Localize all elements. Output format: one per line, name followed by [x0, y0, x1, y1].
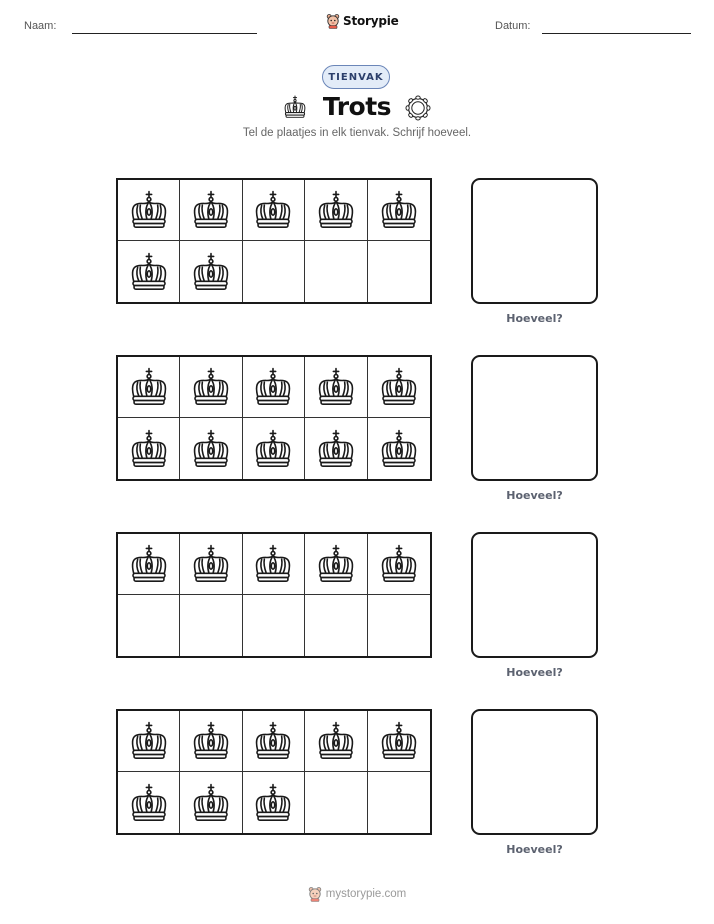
ten-frame-cell — [305, 534, 367, 595]
ten-frame-cell — [243, 357, 305, 418]
name-label: Naam: — [24, 20, 57, 32]
crown-icon — [129, 721, 169, 761]
crown-icon — [253, 367, 293, 407]
worksheet-type-badge: TIENVAK — [322, 65, 390, 89]
crown-icon — [129, 252, 169, 292]
crown-icon — [253, 429, 293, 469]
crown-icon — [191, 783, 231, 823]
ten-frame-cell — [305, 772, 367, 833]
ten-frame-cell — [243, 772, 305, 833]
ten-frame-cell — [118, 418, 180, 479]
answer-box[interactable] — [471, 178, 598, 304]
ten-frame-cell — [118, 711, 180, 772]
crown-icon — [379, 367, 419, 407]
crown-icon — [253, 190, 293, 230]
wreath-icon — [404, 94, 432, 122]
answer-box[interactable] — [471, 355, 598, 481]
crown-icon — [191, 190, 231, 230]
ten-frame-cell — [118, 772, 180, 833]
crown-icon — [379, 190, 419, 230]
ten-frame-cell — [243, 595, 305, 656]
answer-label: Hoeveel? — [506, 312, 563, 325]
answer-label: Hoeveel? — [506, 666, 563, 679]
storypie-logo-icon — [308, 886, 322, 902]
ten-frame-cell — [180, 711, 242, 772]
ten-frame-cell — [368, 595, 430, 656]
ten-frame-cell — [118, 241, 180, 302]
crown-icon — [191, 721, 231, 761]
crown-icon — [253, 721, 293, 761]
ten-frame-cell — [368, 241, 430, 302]
footer-url: mystorypie.com — [325, 888, 407, 900]
date-label: Datum: — [495, 20, 531, 32]
crown-icon — [316, 721, 356, 761]
ten-frame — [116, 355, 432, 481]
ten-frame-cell — [118, 357, 180, 418]
crown-icon — [191, 544, 231, 584]
crown-icon — [379, 544, 419, 584]
crown-icon — [191, 367, 231, 407]
crown-icon — [129, 429, 169, 469]
crown-icon — [379, 721, 419, 761]
ten-frame-cell — [180, 241, 242, 302]
answer-label: Hoeveel? — [506, 489, 563, 502]
ten-frame-cell — [305, 241, 367, 302]
ten-frame-cell — [180, 357, 242, 418]
page-title: Trots — [322, 92, 392, 121]
crown-icon — [129, 367, 169, 407]
crown-icon — [253, 783, 293, 823]
footer — [0, 886, 714, 902]
ten-frame — [116, 532, 432, 658]
crown-icon — [316, 190, 356, 230]
crown-icon — [129, 783, 169, 823]
crown-icon — [379, 429, 419, 469]
ten-frame-cell — [180, 534, 242, 595]
crown-icon — [316, 367, 356, 407]
ten-frame-cell — [180, 418, 242, 479]
ten-frame-cell — [305, 711, 367, 772]
ten-frame-cell — [118, 595, 180, 656]
ten-frame-cell — [368, 418, 430, 479]
name-field[interactable] — [72, 33, 257, 34]
ten-frame-cell — [368, 534, 430, 595]
ten-frame-cell — [368, 772, 430, 833]
ten-frame-cell — [368, 711, 430, 772]
ten-frame-cell — [180, 595, 242, 656]
ten-frame — [116, 709, 432, 835]
brand-name: Storypie — [343, 14, 399, 28]
answer-box[interactable] — [471, 532, 598, 658]
answer-box[interactable] — [471, 709, 598, 835]
ten-frame-cell — [180, 772, 242, 833]
ten-frame-cell — [305, 595, 367, 656]
ten-frame-cell — [368, 180, 430, 241]
ten-frame-cell — [243, 180, 305, 241]
instructions: Tel de plaatjes in elk tienvak. Schrijf hoeveel. — [242, 127, 472, 139]
answer-label: Hoeveel? — [506, 843, 563, 856]
ten-frame-cell — [243, 418, 305, 479]
ten-frame-cell — [305, 357, 367, 418]
crown-icon — [129, 190, 169, 230]
ten-frame-cell — [305, 418, 367, 479]
ten-frame-cell — [243, 711, 305, 772]
ten-frame-cell — [118, 180, 180, 241]
crown-icon — [191, 429, 231, 469]
crown-icon — [316, 544, 356, 584]
crown-icon — [191, 252, 231, 292]
ten-frame-cell — [368, 357, 430, 418]
date-field[interactable] — [542, 33, 691, 34]
crown-icon — [316, 429, 356, 469]
ten-frame — [116, 178, 432, 304]
storypie-logo-icon — [326, 13, 340, 29]
ten-frame-cell — [243, 241, 305, 302]
brand — [326, 13, 399, 29]
ten-frame-cell — [305, 180, 367, 241]
crown-icon — [253, 544, 293, 584]
crown-icon — [129, 544, 169, 584]
ten-frame-cell — [180, 180, 242, 241]
ten-frame-cell — [243, 534, 305, 595]
ten-frame-cell — [118, 534, 180, 595]
